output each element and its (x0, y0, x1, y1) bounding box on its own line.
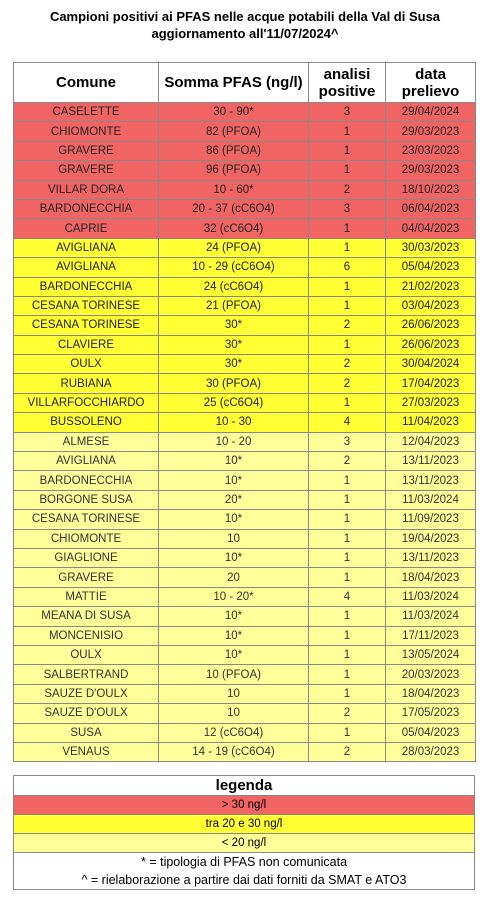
table-row (14, 316, 476, 335)
table-row (14, 684, 476, 703)
table-row (14, 723, 476, 742)
cell-analisi: 1 (309, 568, 386, 587)
cell-analisi: 3 (309, 432, 386, 451)
table-row (14, 568, 476, 587)
cell-analisi: 1 (309, 548, 386, 567)
cell-data: 11/03/2024 (386, 607, 476, 626)
cell-data: 12/04/2023 (386, 432, 476, 451)
cell-comune: AVIGLIANA (14, 258, 159, 277)
cell-comune: GRAVERE (14, 141, 159, 160)
cell-data: 18/04/2023 (386, 684, 476, 703)
table-row (14, 103, 476, 122)
table-row (14, 626, 476, 645)
cell-somma: 30* (159, 335, 309, 354)
cell-comune: CESANA TORINESE (14, 296, 159, 315)
cell-analisi: 3 (309, 199, 386, 218)
cell-comune: RUBIANA (14, 374, 159, 393)
cell-comune: OULX (14, 645, 159, 664)
cell-data: 30/04/2024 (386, 355, 476, 374)
cell-comune: SAUZE D'OULX (14, 704, 159, 723)
cell-somma: 30* (159, 316, 309, 335)
cell-data: 30/03/2023 (386, 238, 476, 257)
table-row (14, 529, 476, 548)
table-row (14, 238, 476, 257)
cell-comune: MATTIE (14, 587, 159, 606)
cell-analisi: 1 (309, 296, 386, 315)
cell-data: 27/03/2023 (386, 393, 476, 412)
cell-analisi: 1 (309, 122, 386, 141)
cell-somma: 20* (159, 490, 309, 509)
cell-somma: 24 (PFOA) (159, 238, 309, 257)
cell-comune: AVIGLIANA (14, 452, 159, 471)
cell-analisi: 2 (309, 742, 386, 761)
table-row (14, 665, 476, 684)
cell-comune: BARDONECCHIA (14, 277, 159, 296)
cell-data: 11/03/2024 (386, 587, 476, 606)
table-row (14, 393, 476, 412)
cell-data: 13/11/2023 (386, 548, 476, 567)
cell-comune: VILLAR DORA (14, 180, 159, 199)
cell-data: 21/02/2023 (386, 277, 476, 296)
cell-analisi: 1 (309, 219, 386, 238)
cell-somma: 10* (159, 471, 309, 490)
page-title (0, 8, 490, 42)
cell-comune: SAUZE D'OULX (14, 684, 159, 703)
cell-somma: 10 (159, 704, 309, 723)
table-row (14, 258, 476, 277)
cell-analisi: 2 (309, 316, 386, 335)
legend-note-asterisk: * = tipologia di PFAS non comunicata (14, 853, 475, 872)
cell-analisi: 1 (309, 238, 386, 257)
cell-data: 29/03/2023 (386, 122, 476, 141)
cell-somma: 32 (cC6O4) (159, 219, 309, 238)
header-analisi: analisi positive (309, 63, 386, 103)
cell-comune: SUSA (14, 723, 159, 742)
cell-analisi: 1 (309, 626, 386, 645)
cell-analisi: 3 (309, 103, 386, 122)
cell-comune: GIAGLIONE (14, 548, 159, 567)
cell-somma: 10 - 30 (159, 413, 309, 432)
cell-analisi: 1 (309, 684, 386, 703)
cell-somma: 20 - 37 (cC6O4) (159, 199, 309, 218)
cell-somma: 12 (cC6O4) (159, 723, 309, 742)
table-row (14, 141, 476, 160)
table-header-row (14, 63, 476, 103)
cell-somma: 10 - 60* (159, 180, 309, 199)
cell-comune: VENAUS (14, 742, 159, 761)
cell-comune: MEANA DI SUSA (14, 607, 159, 626)
cell-data: 17/05/2023 (386, 704, 476, 723)
cell-comune: GRAVERE (14, 568, 159, 587)
table-row (14, 645, 476, 664)
cell-comune: BORGONE SUSA (14, 490, 159, 509)
cell-data: 06/04/2023 (386, 199, 476, 218)
cell-comune: SALBERTRAND (14, 665, 159, 684)
cell-somma: 10* (159, 510, 309, 529)
cell-somma: 14 - 19 (cC6O4) (159, 742, 309, 761)
cell-comune: GRAVERE (14, 161, 159, 180)
cell-analisi: 1 (309, 471, 386, 490)
cell-data: 20/03/2023 (386, 665, 476, 684)
cell-analisi: 1 (309, 141, 386, 160)
cell-data: 11/04/2023 (386, 413, 476, 432)
cell-analisi: 1 (309, 665, 386, 684)
cell-somma: 10 - 20 (159, 432, 309, 451)
cell-somma: 10* (159, 452, 309, 471)
cell-analisi: 2 (309, 355, 386, 374)
cell-data: 26/06/2023 (386, 335, 476, 354)
cell-comune: BARDONECCHIA (14, 199, 159, 218)
table-row (14, 277, 476, 296)
cell-comune: CASELETTE (14, 103, 159, 122)
cell-data: 13/11/2023 (386, 471, 476, 490)
cell-somma: 10* (159, 607, 309, 626)
cell-somma: 10 - 29 (cC6O4) (159, 258, 309, 277)
table-row (14, 704, 476, 723)
cell-somma: 10* (159, 626, 309, 645)
cell-comune: CAPRIE (14, 219, 159, 238)
table-row (14, 510, 476, 529)
cell-somma: 10 (159, 529, 309, 548)
cell-analisi: 2 (309, 704, 386, 723)
cell-somma: 30 (PFOA) (159, 374, 309, 393)
table-row (14, 180, 476, 199)
table-row (14, 161, 476, 180)
table-row (14, 335, 476, 354)
table-row (14, 219, 476, 238)
cell-somma: 24 (cC6O4) (159, 277, 309, 296)
table-row (14, 607, 476, 626)
cell-comune: MONCENISIO (14, 626, 159, 645)
table-row (14, 742, 476, 761)
cell-comune: BARDONECCHIA (14, 471, 159, 490)
cell-somma: 30* (159, 355, 309, 374)
cell-data: 26/06/2023 (386, 316, 476, 335)
cell-data: 13/05/2024 (386, 645, 476, 664)
cell-somma: 20 (159, 568, 309, 587)
cell-analisi: 1 (309, 490, 386, 509)
table-row (14, 587, 476, 606)
cell-comune: AVIGLIANA (14, 238, 159, 257)
table-row (14, 452, 476, 471)
cell-analisi: 1 (309, 277, 386, 296)
cell-somma: 21 (PFOA) (159, 296, 309, 315)
cell-data: 29/03/2023 (386, 161, 476, 180)
cell-somma: 10* (159, 645, 309, 664)
title-line-2: aggiornamento all'11/07/2024^ (151, 26, 339, 41)
cell-comune: CHIOMONTE (14, 529, 159, 548)
cell-somma: 96 (PFOA) (159, 161, 309, 180)
cell-data: 17/04/2023 (386, 374, 476, 393)
cell-comune: ALMESE (14, 432, 159, 451)
cell-analisi: 1 (309, 723, 386, 742)
legend-light-yellow: < 20 ng/l (14, 834, 475, 853)
legend-red: > 30 ng/l (14, 796, 475, 815)
cell-analisi: 1 (309, 510, 386, 529)
cell-comune: CLAVIERE (14, 335, 159, 354)
cell-comune: CESANA TORINESE (14, 510, 159, 529)
legend-table (13, 775, 475, 890)
table-row (14, 199, 476, 218)
table-row (14, 548, 476, 567)
cell-somma: 10 (159, 684, 309, 703)
table-row (14, 374, 476, 393)
table-row (14, 413, 476, 432)
table-row (14, 122, 476, 141)
legend-title: legenda (14, 776, 475, 796)
cell-data: 05/04/2023 (386, 258, 476, 277)
pfas-table (13, 62, 476, 762)
legend-yellow: tra 20 e 30 ng/l (14, 815, 475, 834)
header-somma: Somma PFAS (ng/l) (159, 63, 309, 103)
cell-analisi: 2 (309, 374, 386, 393)
table-row (14, 490, 476, 509)
cell-data: 11/09/2023 (386, 510, 476, 529)
cell-somma: 10 - 20* (159, 587, 309, 606)
cell-data: 11/03/2024 (386, 490, 476, 509)
cell-comune: OULX (14, 355, 159, 374)
table-row (14, 432, 476, 451)
cell-somma: 10* (159, 548, 309, 567)
cell-somma: 82 (PFOA) (159, 122, 309, 141)
cell-data: 18/04/2023 (386, 568, 476, 587)
cell-data: 04/04/2023 (386, 219, 476, 238)
cell-data: 29/04/2024 (386, 103, 476, 122)
cell-comune: VILLARFOCCHIARDO (14, 393, 159, 412)
cell-somma: 30 - 90* (159, 103, 309, 122)
table-row (14, 355, 476, 374)
title-line-1: Campioni positivi ai PFAS nelle acque potabili della Val di Susa (49, 9, 441, 24)
cell-analisi: 1 (309, 529, 386, 548)
cell-data: 05/04/2023 (386, 723, 476, 742)
cell-somma: 25 (cC6O4) (159, 393, 309, 412)
cell-comune: CESANA TORINESE (14, 316, 159, 335)
table-row (14, 471, 476, 490)
header-data: data prelievo (386, 63, 476, 103)
cell-data: 28/03/2023 (386, 742, 476, 761)
table-row (14, 296, 476, 315)
cell-data: 03/04/2023 (386, 296, 476, 315)
cell-data: 17/11/2023 (386, 626, 476, 645)
cell-analisi: 2 (309, 452, 386, 471)
cell-analisi: 1 (309, 393, 386, 412)
cell-analisi: 1 (309, 645, 386, 664)
cell-analisi: 1 (309, 335, 386, 354)
cell-somma: 10 (PFOA) (159, 665, 309, 684)
legend-note-caret: ^ = rielaborazione a partire dai dati forniti da SMAT e ATO3 (14, 871, 475, 890)
table-body (14, 103, 476, 762)
cell-comune: CHIOMONTE (14, 122, 159, 141)
cell-data: 13/11/2023 (386, 452, 476, 471)
cell-analisi: 4 (309, 587, 386, 606)
cell-data: 18/10/2023 (386, 180, 476, 199)
cell-analisi: 6 (309, 258, 386, 277)
cell-analisi: 1 (309, 607, 386, 626)
cell-somma: 86 (PFOA) (159, 141, 309, 160)
header-comune: Comune (14, 63, 159, 103)
cell-data: 19/04/2023 (386, 529, 476, 548)
cell-data: 23/03/2023 (386, 141, 476, 160)
cell-comune: BUSSOLENO (14, 413, 159, 432)
cell-analisi: 2 (309, 180, 386, 199)
cell-analisi: 4 (309, 413, 386, 432)
cell-analisi: 1 (309, 161, 386, 180)
